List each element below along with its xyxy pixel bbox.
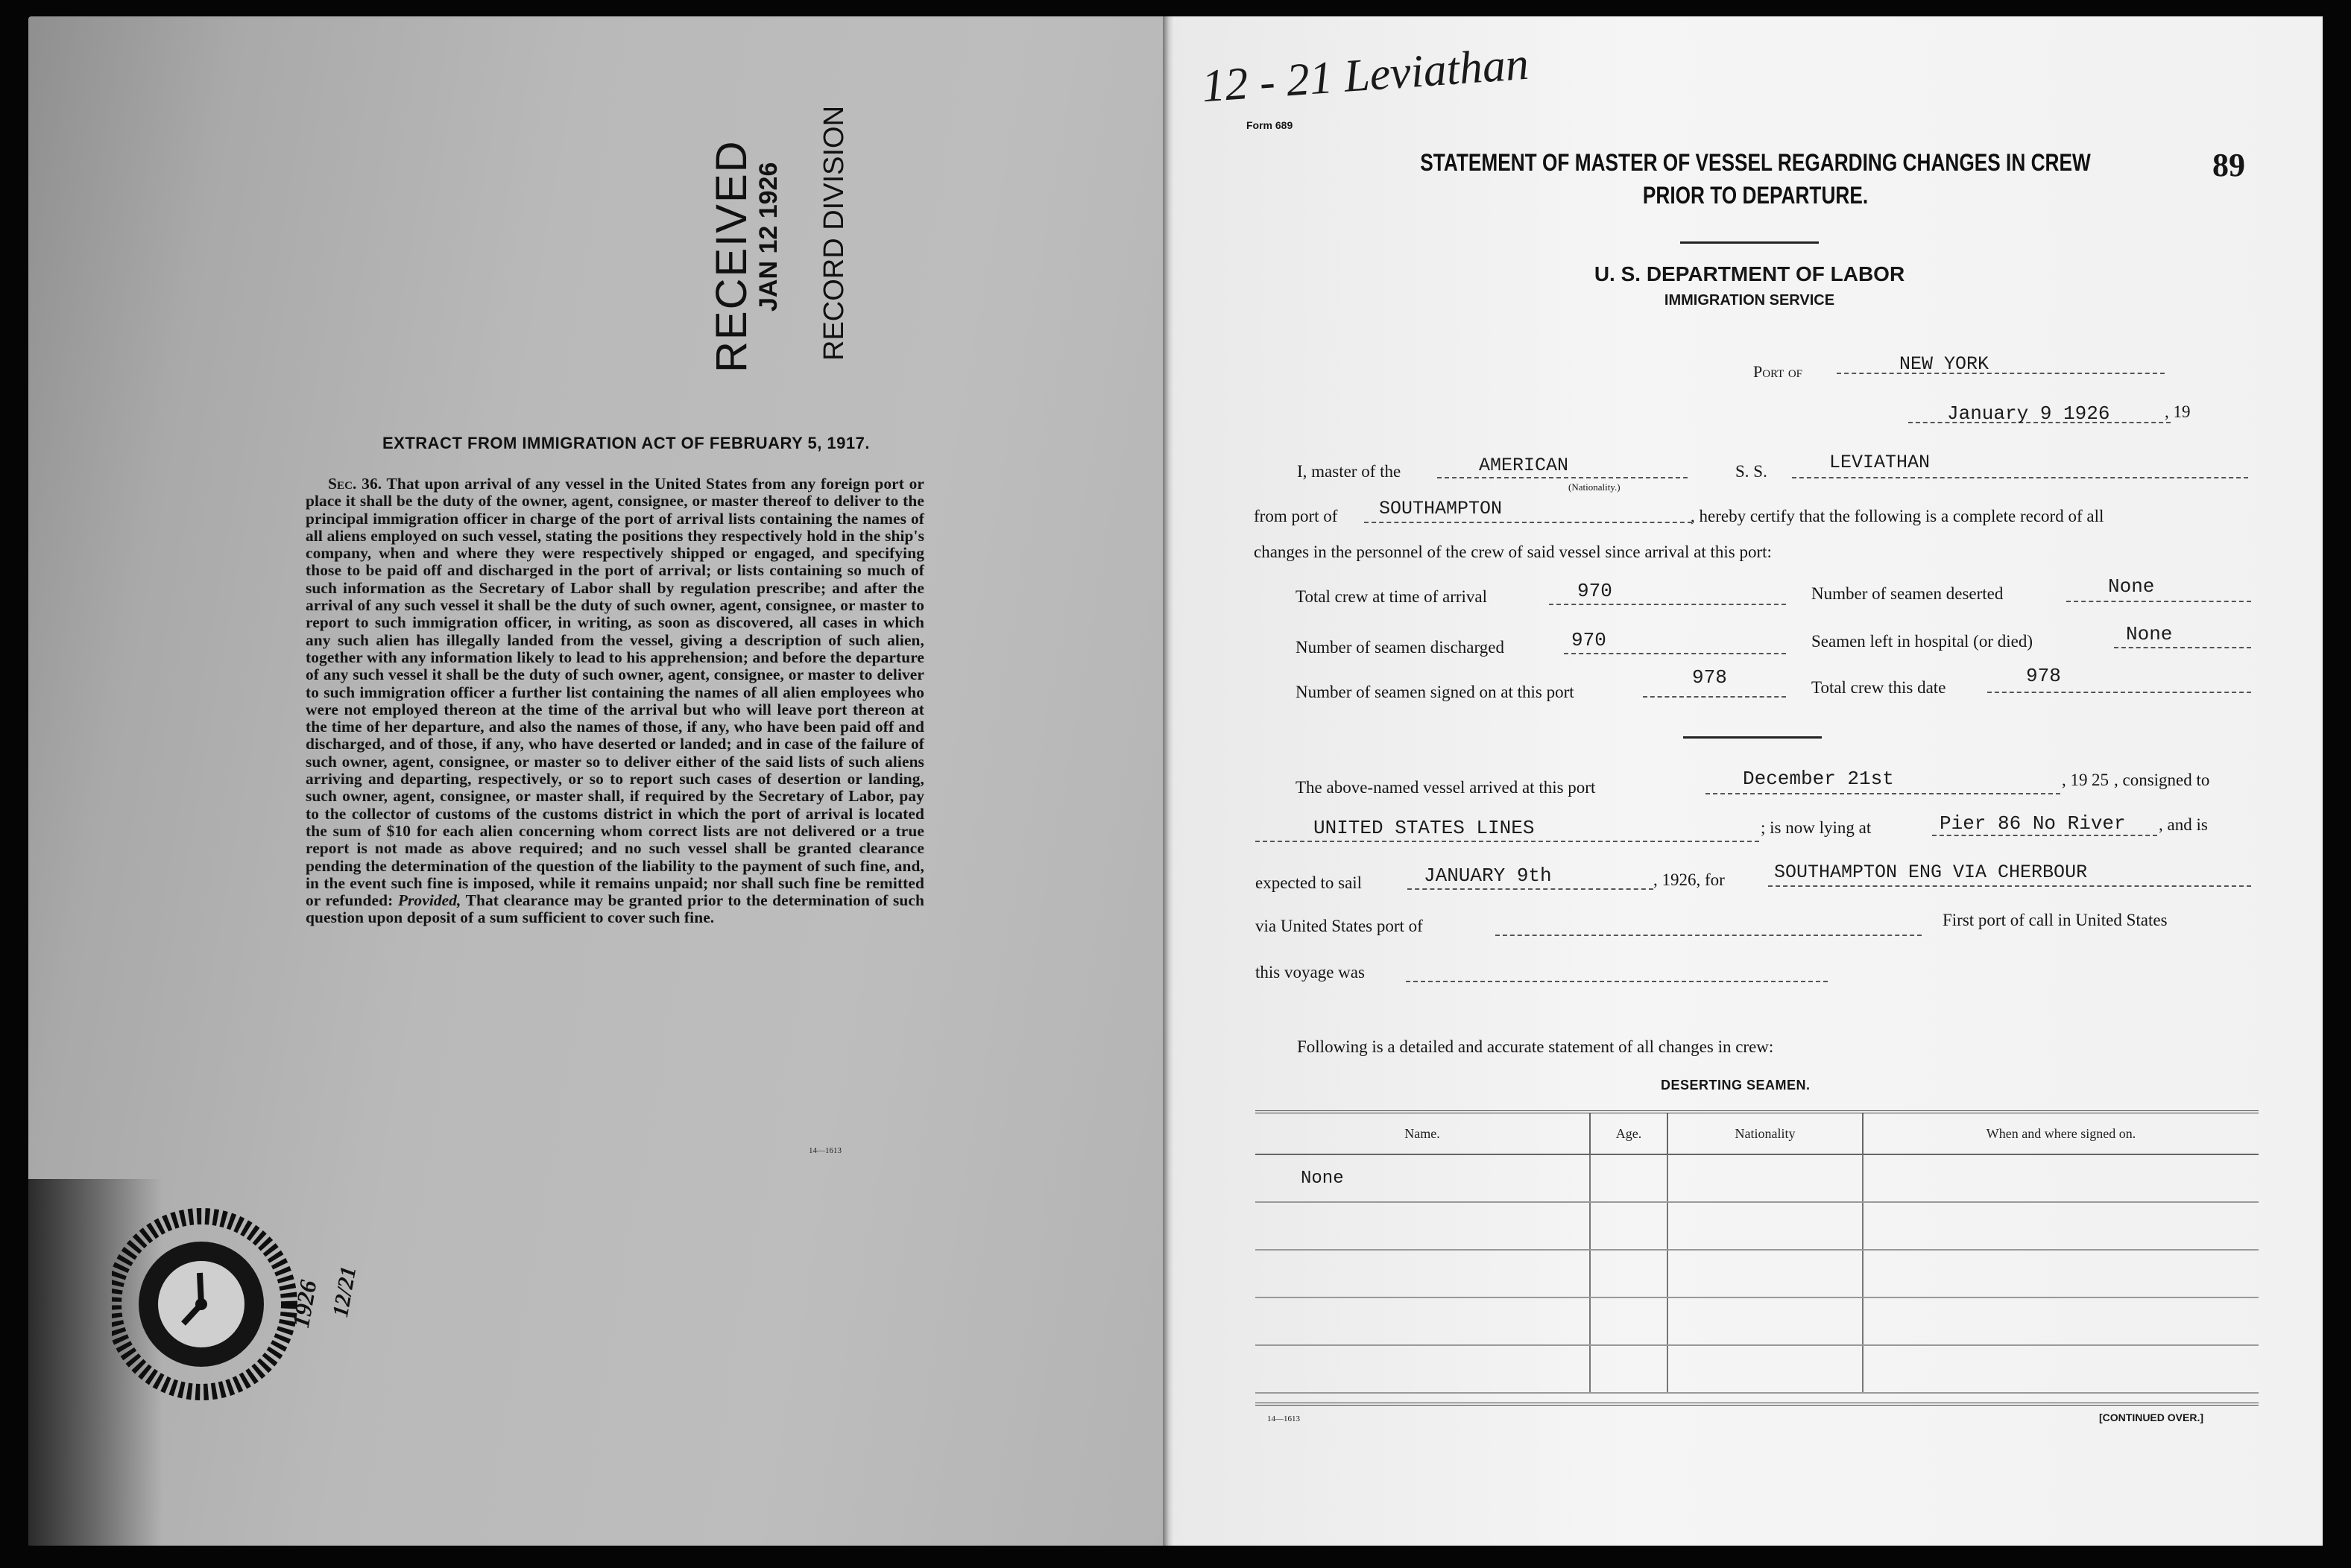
ship-name-line <box>1792 477 2248 478</box>
name-cell[interactable] <box>1255 1297 1590 1345</box>
total-crew-arrival-line <box>1549 604 1786 605</box>
arrived-label: The above-named vessel arrived at this port <box>1296 778 1596 797</box>
nationality-cell[interactable] <box>1667 1154 1863 1202</box>
table-header-row <box>1255 1112 2259 1154</box>
age-cell[interactable] <box>1590 1345 1667 1393</box>
nationality-cell[interactable] <box>1667 1297 1863 1345</box>
continued-over: [CONTINUED OVER.] <box>2099 1411 2203 1423</box>
voyage-label: this voyage was <box>1255 963 1365 981</box>
arrived-year-prefix: , 19 <box>2062 771 2088 789</box>
consignee-line <box>1255 841 1759 842</box>
name-cell[interactable] <box>1255 1345 1590 1393</box>
name-cell[interactable] <box>1255 1154 1590 1202</box>
extract-body <box>306 475 924 927</box>
lying-value[interactable]: Pier 86 No River <box>1940 812 2126 835</box>
form-title-line2: PRIOR TO DEPARTURE. <box>1642 182 1869 209</box>
nationality-caption: (Nationality.) <box>1568 481 1621 493</box>
total-crew-arrival-value[interactable]: 970 <box>1577 580 1612 602</box>
arrived-value[interactable]: December 21st <box>1743 768 1894 790</box>
port-of-value[interactable]: NEW YORK <box>1899 353 1989 375</box>
total-crew-date-line <box>1987 692 2251 693</box>
from-port-label: from port of <box>1254 507 1338 525</box>
sail-label: expected to sail <box>1255 873 1363 892</box>
seal-year: 1926 <box>287 1277 322 1330</box>
destination-value[interactable]: SOUTHAMPTON ENG VIA CHERBOUR <box>1774 862 2088 883</box>
ship-name-value[interactable]: LEVIATHAN <box>1829 452 1931 473</box>
service: IMMIGRATION SERVICE <box>1664 292 1835 309</box>
col-signed-on: When and where signed on. <box>1863 1112 2259 1154</box>
nationality-cell[interactable] <box>1667 1345 1863 1393</box>
section-label: Sec. 36. <box>328 475 382 493</box>
title-rule <box>1680 241 1819 244</box>
arrived-line <box>1705 793 2060 794</box>
seal-day: 12/21 <box>328 1264 362 1319</box>
handwritten-header: 12 - 21 Leviathan <box>1200 38 1530 113</box>
port-of-line <box>1837 373 2165 374</box>
signed-on-value[interactable]: 978 <box>1692 666 1727 689</box>
footer-code: 14—1613 <box>1267 1414 1300 1423</box>
nationality-cell[interactable] <box>1667 1202 1863 1250</box>
signed-on-line <box>1643 696 1786 698</box>
age-cell[interactable] <box>1590 1297 1667 1345</box>
name-value: None <box>1301 1168 1344 1189</box>
date-value[interactable]: January 9 1926 <box>1947 402 2110 425</box>
consignee-value[interactable]: UNITED STATES LINES <box>1313 817 1535 839</box>
hospital-label: Seamen left in hospital (or died) <box>1811 632 2033 651</box>
signed-on-cell[interactable] <box>1863 1154 2259 1202</box>
sail-line <box>1407 888 1653 890</box>
name-cell[interactable] <box>1255 1250 1590 1297</box>
consigned-label: , consigned to <box>2114 771 2210 789</box>
age-cell[interactable] <box>1590 1250 1667 1297</box>
nationality-cell[interactable] <box>1667 1250 1863 1297</box>
total-crew-date-label: Total crew this date <box>1811 678 1946 697</box>
department: U. S. DEPARTMENT OF LABOR <box>1594 262 1905 285</box>
page-fold <box>1163 16 1173 1546</box>
deserted-value[interactable]: None <box>2108 575 2155 598</box>
form-title <box>1380 146 2132 212</box>
stats-rule <box>1683 736 1822 739</box>
record-division-stamp: RECORD DIVISION <box>818 105 850 361</box>
deserting-seamen-table <box>1255 1110 2259 1394</box>
discharged-value[interactable]: 970 <box>1571 629 1606 651</box>
page-number: 89 <box>2212 147 2245 183</box>
received-stamp-date: JAN 12 1926 <box>754 162 783 312</box>
form-title-line1: STATEMENT OF MASTER OF VESSEL REGARDING CHANGES IN CREW <box>1420 149 2091 176</box>
and-is-label: , and is <box>2159 815 2208 834</box>
table-row <box>1255 1297 2259 1345</box>
port-of-label: Port of <box>1753 362 1803 381</box>
deserting-heading: DESERTING SEAMEN. <box>1661 1078 1811 1093</box>
name-cell[interactable] <box>1255 1202 1590 1250</box>
from-port-line <box>1364 522 1692 523</box>
table-row <box>1255 1345 2259 1393</box>
section-text: That upon arrival of any vessel in the United States from any foreign port or place it shall be the duty of the owner, agent, consignee, or master thereof to deliver to the principal immigration officer in charge of the port of arrival lists containing the names of all aliens employed on such vessel, stating the positions they respectively hold in the ship's company, when and where they were respectively shipped or engaged, and specifying those to be paid off and discharged in the port of arrival; or lists containing so much of such information as the Secretary of Labor shall by regulation prescribe; and after the arrival of any such vessel it shall be the duty of such owner, agent, consignee, or master to report to such immigration officer, in writing, as soon as discovered, all cases in which any such alien has illegally landed from the vessel, giving a description of such alien, together with any information likely to lead to his apprehension; and before the departure of any such vessel it shall be the duty of such owner, agent, consignee, or master to deliver to such immigration officer a further list containing the names of all alien employees who were not employed thereon at the time of the arrival but who will leave port thereon at the time of her departure, and also the names of those, if any, who have been paid off and discharged, and of those, if any, who have deserted or landed; and in case of the failure of such owner, agent, consignee, or master so to deliver either of the said lists of such aliens arriving and departing, respectively, or so to report such cases of desertion or landing, such owner, agent, consignee, or master shall, if required by the Secretary of Labor, pay to the collector of customs of the customs district in which the port of arrival is located the sum of $10 for each alien concerning whom correct lists are not delivered or a true report is not made as above required; and no such vessel shall be granted clearance pending the determination of the question of the liability to the payment of such fine, and, in the event such fine is imposed, while it remains unpaid; nor shall such fine be remitted or refunded: <box>306 475 924 910</box>
via-label: via United States port of <box>1255 917 1423 935</box>
discharged-label: Number of seamen discharged <box>1296 638 1504 657</box>
voyage-line <box>1406 981 1828 982</box>
arrived-year-value: 25 <box>2092 771 2109 789</box>
deserted-label: Number of seamen deserted <box>1811 584 2004 603</box>
signed-on-label: Number of seamen signed on at this port <box>1296 683 1574 701</box>
total-crew-arrival-label: Total crew at time of arrival <box>1296 587 1488 606</box>
certify-text: , hereby certify that the following is a complete record of all <box>1691 507 2104 525</box>
signed-on-cell[interactable] <box>1863 1297 2259 1345</box>
first-port-label: First port of call in United States <box>1943 911 2168 929</box>
hospital-line <box>2114 647 2251 648</box>
footer-rule <box>1255 1403 2259 1406</box>
lying-line <box>1932 835 2157 836</box>
col-name: Name. <box>1255 1112 1590 1154</box>
hospital-value[interactable]: None <box>2126 623 2173 645</box>
sail-value[interactable]: JANUARY 9th <box>1424 864 1552 887</box>
deserted-line <box>2066 601 2251 602</box>
nationality-value[interactable]: AMERICAN <box>1479 455 1569 476</box>
via-line <box>1495 935 1922 936</box>
destination-line <box>1768 885 2251 887</box>
lying-label: ; is now lying at <box>1761 818 1872 837</box>
extract-form-code: 14—1613 <box>809 1146 842 1155</box>
from-port-value[interactable]: SOUTHAMPTON <box>1379 498 1503 519</box>
signed-on-cell[interactable] <box>1863 1202 2259 1250</box>
col-nationality: Nationality <box>1667 1112 1863 1154</box>
following-text: Following is a detailed and accurate statement of all changes in crew: <box>1297 1037 1774 1056</box>
ss-label: S. S. <box>1735 462 1767 481</box>
sail-year-label: , 1926, for <box>1653 870 1725 889</box>
provided-text: That clearance may be granted prior to the determination of such question upon deposit of a sum sufficient to cover such fine. <box>306 891 925 927</box>
table-row <box>1255 1250 2259 1297</box>
provided-label: Provided, <box>397 891 461 910</box>
extract-title: EXTRACT FROM IMMIGRATION ACT OF FEBRUARY 5, 1917. <box>382 434 870 452</box>
signed-on-cell[interactable] <box>1863 1345 2259 1393</box>
received-stamp: RECEIVED <box>707 139 756 373</box>
table-row <box>1255 1202 2259 1250</box>
nationality-line <box>1437 477 1688 478</box>
form-number: Form 689 <box>1246 119 1293 131</box>
col-age: Age. <box>1590 1112 1667 1154</box>
changes-text: changes in the personnel of the crew of said vessel since arrival at this port: <box>1254 543 1772 561</box>
master-of-label: I, master of the <box>1297 462 1401 481</box>
signed-on-cell[interactable] <box>1863 1250 2259 1297</box>
age-cell[interactable] <box>1590 1154 1667 1202</box>
total-crew-date-value[interactable]: 978 <box>2026 665 2061 687</box>
table-row <box>1255 1154 2259 1202</box>
age-cell[interactable] <box>1590 1202 1667 1250</box>
discharged-line <box>1564 653 1786 654</box>
date-suffix: , 19 <box>2165 402 2191 421</box>
